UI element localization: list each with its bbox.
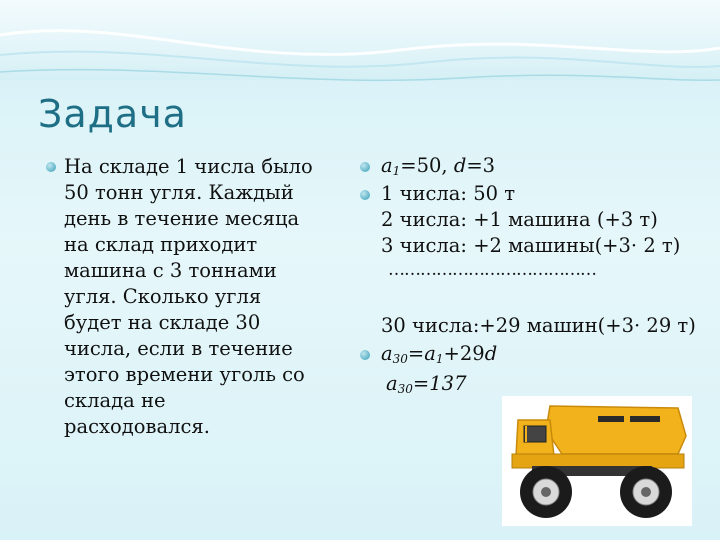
bullet-icon — [360, 350, 370, 360]
bullet-icon — [46, 162, 56, 172]
solution-line-30: 30 числа:+29 машин(+3· 29 т) — [381, 314, 696, 337]
bullet-icon — [360, 162, 370, 172]
solution-line-3: 3 числа: +2 машины(+3· 2 т) — [381, 234, 681, 257]
bullet-icon — [360, 190, 370, 200]
problem-text: На складе 1 числа было 50 тонн угля. Каждый день в течение месяца на склад приходит машина с 3 тоннами угля. Сколько угля будет на складе 30 числа, если в течение этого времени уголь со склада не расходовался. — [64, 155, 313, 438]
formula-answer: $a_{30}=137$ — [386, 372, 467, 396]
solution-line-2: 2 числа: +1 машина (+3 т) — [381, 208, 658, 231]
solution-ellipsis: ………………………………… — [388, 260, 596, 280]
dump-truck-image — [502, 396, 692, 526]
given-values: $a_1=50$, d=3 — [381, 154, 496, 178]
decorative-waves — [0, 0, 720, 90]
formula-nth-term: $a_{30}=a_1+29d$ — [381, 342, 498, 366]
slide-title: Задача — [38, 92, 187, 136]
solution-line-1: 1 числа: 50 т — [381, 182, 515, 205]
